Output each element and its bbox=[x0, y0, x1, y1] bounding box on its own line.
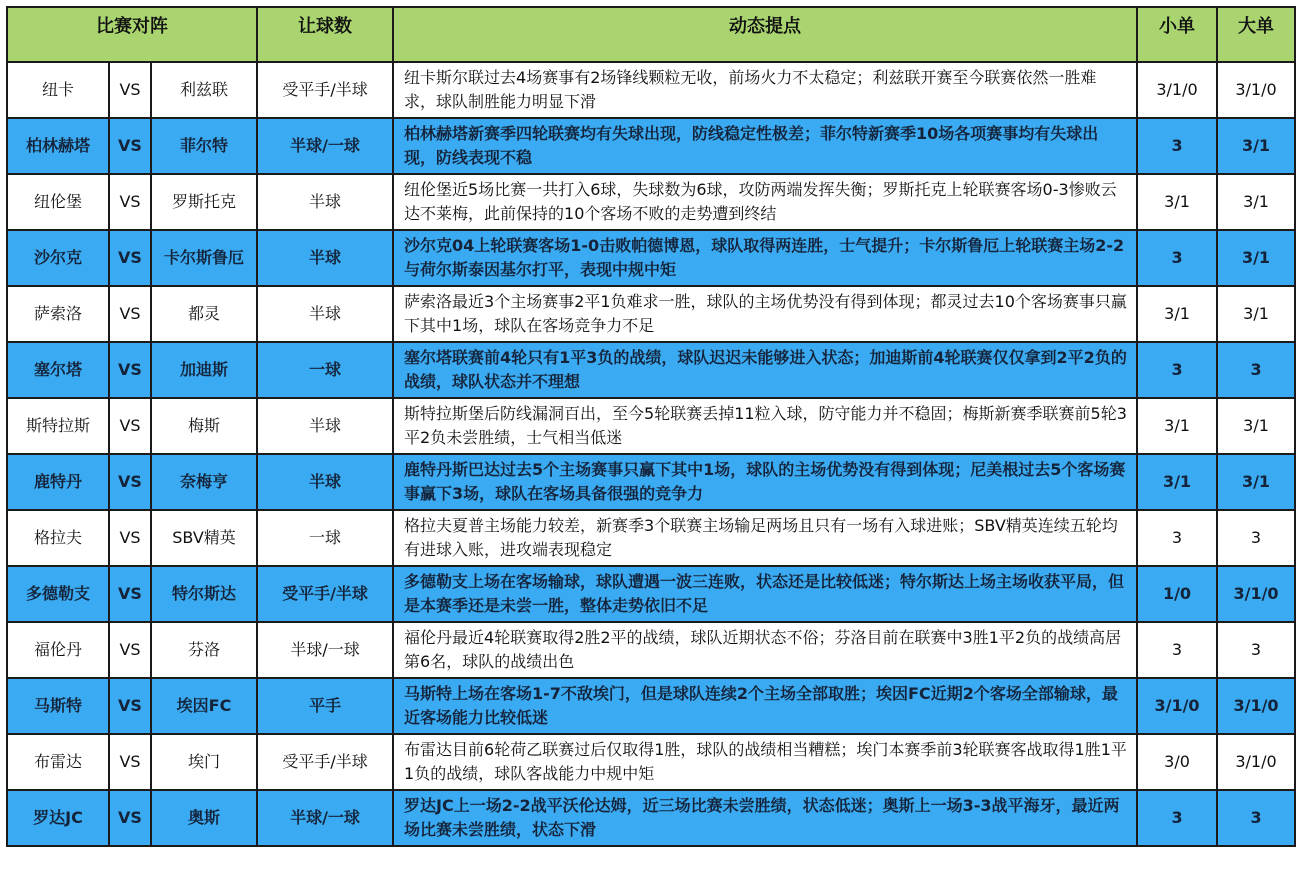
table-row bbox=[7, 678, 1295, 734]
handicap-value: 受平手/半球 bbox=[257, 566, 393, 622]
analysis-note: 格拉夫夏普主场能力较差，新赛季3个联赛主场输足两场且只有一场有入球进账；SBV精英连续五轮均有进球入账，进攻端表现稳定 bbox=[393, 510, 1137, 566]
big-pick: 3/1 bbox=[1217, 230, 1295, 286]
handicap-value: 半球 bbox=[257, 174, 393, 230]
small-pick: 1/0 bbox=[1137, 566, 1217, 622]
header-notes: 动态提点 bbox=[393, 7, 1137, 62]
vs-label: VS bbox=[109, 678, 151, 734]
away-team: 利兹联 bbox=[151, 62, 257, 118]
small-pick: 3 bbox=[1137, 230, 1217, 286]
away-team: 罗斯托克 bbox=[151, 174, 257, 230]
away-team: 梅斯 bbox=[151, 398, 257, 454]
header-big: 大单 bbox=[1217, 7, 1295, 62]
away-team: 埃门 bbox=[151, 734, 257, 790]
big-pick: 3 bbox=[1217, 510, 1295, 566]
home-team: 斯特拉斯 bbox=[7, 398, 109, 454]
header-small: 小单 bbox=[1137, 7, 1217, 62]
handicap-value: 半球/一球 bbox=[257, 790, 393, 846]
away-team: SBV精英 bbox=[151, 510, 257, 566]
big-pick: 3/1 bbox=[1217, 118, 1295, 174]
table-row bbox=[7, 174, 1295, 230]
small-pick: 3 bbox=[1137, 622, 1217, 678]
away-team: 菲尔特 bbox=[151, 118, 257, 174]
home-team: 布雷达 bbox=[7, 734, 109, 790]
home-team: 多德勒支 bbox=[7, 566, 109, 622]
small-pick: 3/1 bbox=[1137, 398, 1217, 454]
vs-label: VS bbox=[109, 230, 151, 286]
analysis-note: 塞尔塔联赛前4轮只有1平3负的战绩，球队迟迟未能够进入状态；加迪斯前4轮联赛仅仅拿到2平2负的战绩，球队状态并不理想 bbox=[393, 342, 1137, 398]
table-row bbox=[7, 566, 1295, 622]
small-pick: 3 bbox=[1137, 342, 1217, 398]
small-pick: 3/1/0 bbox=[1137, 62, 1217, 118]
analysis-note: 纽卡斯尔联过去4场赛事有2场锋线颗粒无收，前场火力不太稳定；利兹联开赛至今联赛依然一胜难求，球队制胜能力明显下滑 bbox=[393, 62, 1137, 118]
table-row bbox=[7, 286, 1295, 342]
handicap-value: 平手 bbox=[257, 678, 393, 734]
table-row bbox=[7, 118, 1295, 174]
home-team: 柏林赫塔 bbox=[7, 118, 109, 174]
table-row bbox=[7, 622, 1295, 678]
vs-label: VS bbox=[109, 118, 151, 174]
table-row bbox=[7, 790, 1295, 846]
home-team: 马斯特 bbox=[7, 678, 109, 734]
vs-label: VS bbox=[109, 510, 151, 566]
analysis-note: 柏林赫塔新赛季四轮联赛均有失球出现，防线稳定性极差；菲尔特新赛季10场各项赛事均有失球出现，防线表现不稳 bbox=[393, 118, 1137, 174]
away-team: 奈梅亨 bbox=[151, 454, 257, 510]
handicap-value: 半球 bbox=[257, 230, 393, 286]
match-odds-table bbox=[6, 6, 1296, 847]
table-body bbox=[7, 62, 1295, 846]
big-pick: 3/1 bbox=[1217, 286, 1295, 342]
header-handicap: 让球数 bbox=[257, 7, 393, 62]
vs-label: VS bbox=[109, 566, 151, 622]
big-pick: 3/1 bbox=[1217, 454, 1295, 510]
vs-label: VS bbox=[109, 454, 151, 510]
table-row bbox=[7, 342, 1295, 398]
away-team: 埃因FC bbox=[151, 678, 257, 734]
handicap-value: 半球 bbox=[257, 454, 393, 510]
small-pick: 3 bbox=[1137, 118, 1217, 174]
table-row bbox=[7, 398, 1295, 454]
away-team: 芬洛 bbox=[151, 622, 257, 678]
analysis-note: 斯特拉斯堡后防线漏洞百出，至今5轮联赛丢掉11粒入球，防守能力并不稳固；梅斯新赛季联赛前5轮3平2负未尝胜绩，士气相当低迷 bbox=[393, 398, 1137, 454]
vs-label: VS bbox=[109, 286, 151, 342]
analysis-note: 沙尔克04上轮联赛客场1-0击败帕德博恩，球队取得两连胜，士气提升；卡尔斯鲁厄上轮联赛主场2-2与荷尔斯泰因基尔打平，表现中规中矩 bbox=[393, 230, 1137, 286]
big-pick: 3 bbox=[1217, 790, 1295, 846]
away-team: 加迪斯 bbox=[151, 342, 257, 398]
analysis-note: 马斯特上场在客场1-7不敌埃门，但是球队连续2个主场全部取胜；埃因FC近期2个客场全部输球，最近客场能力比较低迷 bbox=[393, 678, 1137, 734]
header-matchup: 比赛对阵 bbox=[7, 7, 257, 62]
home-team: 纽卡 bbox=[7, 62, 109, 118]
small-pick: 3 bbox=[1137, 510, 1217, 566]
big-pick: 3/1/0 bbox=[1217, 678, 1295, 734]
vs-label: VS bbox=[109, 398, 151, 454]
table-row bbox=[7, 454, 1295, 510]
handicap-value: 一球 bbox=[257, 510, 393, 566]
home-team: 罗达JC bbox=[7, 790, 109, 846]
vs-label: VS bbox=[109, 734, 151, 790]
big-pick: 3/1/0 bbox=[1217, 62, 1295, 118]
away-team: 都灵 bbox=[151, 286, 257, 342]
handicap-value: 半球/一球 bbox=[257, 118, 393, 174]
away-team: 特尔斯达 bbox=[151, 566, 257, 622]
big-pick: 3/1/0 bbox=[1217, 566, 1295, 622]
home-team: 塞尔塔 bbox=[7, 342, 109, 398]
big-pick: 3 bbox=[1217, 342, 1295, 398]
analysis-note: 布雷达目前6轮荷乙联赛过后仅取得1胜，球队的战绩相当糟糕；埃门本赛季前3轮联赛客战取得1胜1平1负的战绩，球队客战能力中规中矩 bbox=[393, 734, 1137, 790]
vs-label: VS bbox=[109, 62, 151, 118]
handicap-value: 半球 bbox=[257, 286, 393, 342]
handicap-value: 半球/一球 bbox=[257, 622, 393, 678]
handicap-value: 受平手/半球 bbox=[257, 734, 393, 790]
small-pick: 3 bbox=[1137, 790, 1217, 846]
home-team: 纽伦堡 bbox=[7, 174, 109, 230]
home-team: 萨索洛 bbox=[7, 286, 109, 342]
small-pick: 3/0 bbox=[1137, 734, 1217, 790]
analysis-note: 纽伦堡近5场比赛一共打入6球，失球数为6球，攻防两端发挥失衡；罗斯托克上轮联赛客场0-3惨败云达不莱梅，此前保持的10个客场不败的走势遭到终结 bbox=[393, 174, 1137, 230]
analysis-note: 萨索洛最近3个主场赛事2平1负难求一胜，球队的主场优势没有得到体现；都灵过去10个客场赛事只赢下其中1场，球队在客场竞争力不足 bbox=[393, 286, 1137, 342]
big-pick: 3 bbox=[1217, 622, 1295, 678]
handicap-value: 半球 bbox=[257, 398, 393, 454]
analysis-note: 福伦丹最近4轮联赛取得2胜2平的战绩，球队近期状态不俗；芬洛目前在联赛中3胜1平2负的战绩高居第6名，球队的战绩出色 bbox=[393, 622, 1137, 678]
table-row bbox=[7, 510, 1295, 566]
header-row bbox=[7, 7, 1295, 62]
vs-label: VS bbox=[109, 174, 151, 230]
away-team: 奥斯 bbox=[151, 790, 257, 846]
vs-label: VS bbox=[109, 342, 151, 398]
small-pick: 3/1 bbox=[1137, 454, 1217, 510]
vs-label: VS bbox=[109, 622, 151, 678]
big-pick: 3/1 bbox=[1217, 174, 1295, 230]
big-pick: 3/1 bbox=[1217, 398, 1295, 454]
home-team: 沙尔克 bbox=[7, 230, 109, 286]
table-row bbox=[7, 734, 1295, 790]
table-row bbox=[7, 230, 1295, 286]
analysis-note: 鹿特丹斯巴达过去5个主场赛事只赢下其中1场，球队的主场优势没有得到体现；尼美根过去5个客场赛事赢下3场，球队在客场具备很强的竞争力 bbox=[393, 454, 1137, 510]
handicap-value: 一球 bbox=[257, 342, 393, 398]
analysis-note: 罗达JC上一场2-2战平沃伦达姆，近三场比赛未尝胜绩，状态低迷；奥斯上一场3-3战平海牙，最近两场比赛未尝胜绩，状态下滑 bbox=[393, 790, 1137, 846]
handicap-value: 受平手/半球 bbox=[257, 62, 393, 118]
vs-label: VS bbox=[109, 790, 151, 846]
analysis-note: 多德勒支上场在客场输球，球队遭遇一波三连败，状态还是比较低迷；特尔斯达上场主场收获平局，但是本赛季还是未尝一胜，整体走势依旧不足 bbox=[393, 566, 1137, 622]
away-team: 卡尔斯鲁厄 bbox=[151, 230, 257, 286]
table-header bbox=[7, 7, 1295, 62]
small-pick: 3/1/0 bbox=[1137, 678, 1217, 734]
home-team: 福伦丹 bbox=[7, 622, 109, 678]
small-pick: 3/1 bbox=[1137, 174, 1217, 230]
table-row bbox=[7, 62, 1295, 118]
home-team: 格拉夫 bbox=[7, 510, 109, 566]
big-pick: 3/1/0 bbox=[1217, 734, 1295, 790]
odds-table-container bbox=[6, 6, 1294, 847]
home-team: 鹿特丹 bbox=[7, 454, 109, 510]
small-pick: 3/1 bbox=[1137, 286, 1217, 342]
